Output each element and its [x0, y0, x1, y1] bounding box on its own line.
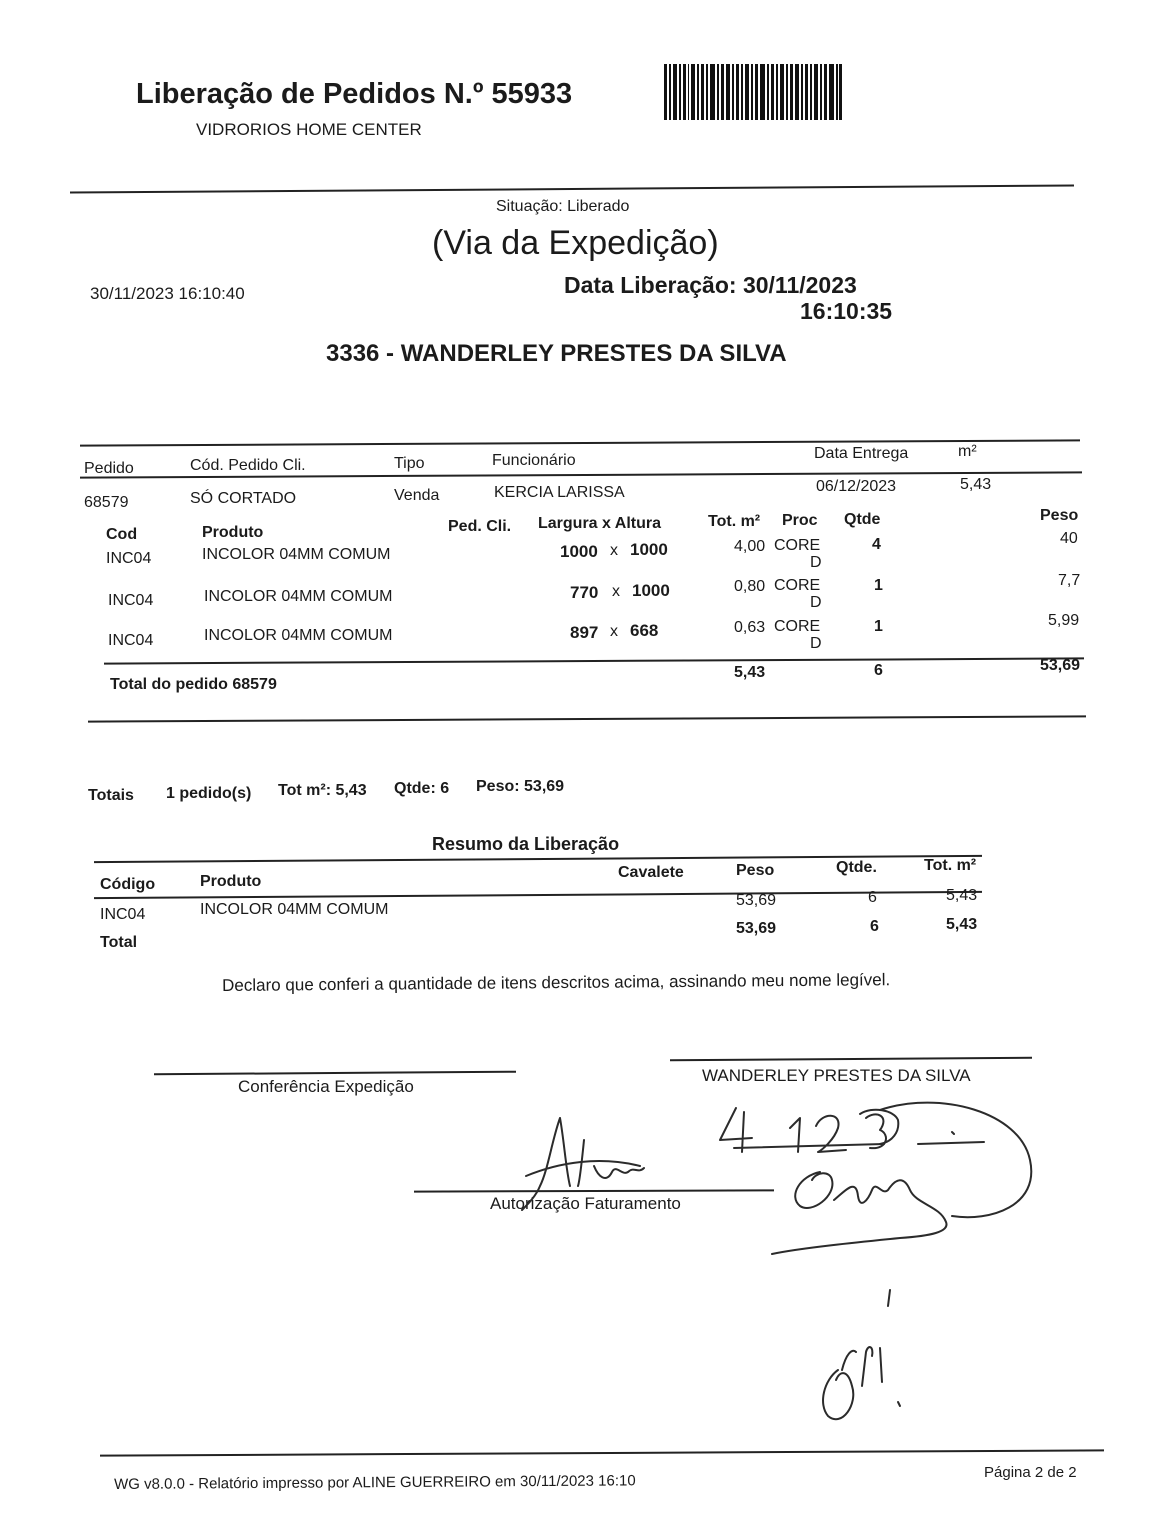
col-ped-cli: Ped. Cli. [448, 518, 512, 535]
item-altura: 668 [630, 621, 659, 640]
tipo-value: Venda [394, 487, 440, 504]
item-altura: 1000 [630, 540, 668, 559]
order-total-label: Total do pedido 68579 [110, 676, 277, 693]
printed-timestamp: 30/11/2023 16:10:40 [90, 284, 245, 303]
col-largura-altura: Largura x Altura [538, 515, 661, 532]
item-qtde: 4 [872, 536, 881, 553]
item-x: x [612, 583, 620, 600]
item-peso: 40 [1060, 530, 1078, 547]
item-peso: 5,99 [1048, 612, 1080, 629]
funcionario-value: KERCIA LARISSA [494, 484, 625, 501]
resumo-col-peso: Peso [736, 862, 775, 879]
document-title: Liberação de Pedidos N.º 55933 [136, 78, 573, 110]
col-funcionario: Funcionário [492, 452, 576, 469]
signature-label-conferencia: Conferência Expedição [238, 1077, 414, 1096]
resumo-col-codigo: Código [100, 876, 156, 893]
col-m2: m² [958, 443, 977, 460]
order-total-peso: 53,69 [1040, 657, 1081, 674]
item-proc-cont: D [810, 594, 822, 611]
footer-report: WG v8.0.0 - Relatório impresso por ALINE GUERREIRO em 30/11/2023 16:10 [114, 1472, 636, 1493]
resumo-col-tot-m2: Tot. m² [924, 857, 977, 874]
resumo-codigo: INC04 [100, 906, 146, 923]
item-largura: 770 [570, 583, 599, 602]
resumo-total-peso: 53,69 [736, 920, 777, 937]
item-tot-m2: 0,63 [734, 619, 766, 636]
item-proc: CORE [774, 537, 821, 554]
item-qtde: 1 [874, 577, 883, 594]
item-x: x [610, 623, 618, 640]
item-tot-m2: 0,80 [734, 578, 766, 595]
declaration-text: Declaro que conferi a quantidade de itens descritos acima, assinando meu nome legível. [222, 970, 891, 995]
col-proc: Proc [782, 512, 818, 529]
col-cod-pedido-cli: Cód. Pedido Cli. [190, 457, 306, 474]
data-liberacao-time: 16:10:35 [800, 298, 893, 324]
resumo-tot-m2: 5,43 [946, 887, 978, 904]
m2-value: 5,43 [960, 476, 992, 493]
order-total-m2: 5,43 [734, 664, 766, 681]
item-produto: INCOLOR 04MM COMUM [204, 588, 393, 605]
item-produto: INCOLOR 04MM COMUM [204, 627, 393, 644]
resumo-total-tot-m2: 5,43 [946, 916, 978, 933]
item-altura: 1000 [632, 581, 670, 600]
item-produto: INCOLOR 04MM COMUM [202, 546, 391, 563]
resumo-total-label: Total [100, 934, 138, 951]
col-tipo: Tipo [394, 455, 425, 472]
totais-pedidos: 1 pedido(s) [166, 785, 252, 802]
item-cod: INC04 [106, 550, 152, 567]
client-name: 3336 - WANDERLEY PRESTES DA SILVA [326, 340, 787, 367]
item-proc-cont: D [810, 554, 822, 571]
cod-pedido-cli-value: SÓ CORTADO [190, 490, 297, 507]
situacao-label: Situação: Liberado [496, 198, 630, 215]
via-label: (Via da Expedição) [432, 224, 719, 262]
item-proc: CORE [774, 618, 821, 635]
resumo-total-qtde: 6 [870, 918, 879, 935]
totais-peso: Peso: 53,69 [476, 778, 565, 795]
col-tot-m2: Tot. m² [708, 513, 761, 530]
resumo-qtde: 6 [868, 889, 877, 906]
resumo-produto: INCOLOR 04MM COMUM [200, 901, 389, 918]
col-cod: Cod [106, 526, 138, 543]
signature-label-autorizacao: Autorização Faturamento [490, 1194, 681, 1213]
resumo-peso: 53,69 [736, 892, 777, 909]
totais-qtde: Qtde: 6 [394, 780, 450, 797]
resumo-col-produto: Produto [200, 873, 262, 890]
footer-page: Página 2 de 2 [984, 1464, 1077, 1481]
item-proc-cont: D [810, 635, 822, 652]
company-name: VIDRORIOS HOME CENTER [196, 120, 422, 139]
col-data-entrega: Data Entrega [814, 445, 909, 462]
totais-label: Totais [88, 787, 134, 804]
totais-tot-m2: Tot m²: 5,43 [278, 782, 367, 799]
item-tot-m2: 4,00 [734, 538, 766, 555]
pedido-number: 68579 [84, 494, 129, 511]
item-proc: CORE [774, 577, 821, 594]
item-x: x [610, 542, 618, 559]
col-pedido: Pedido [84, 460, 134, 477]
item-peso: 7,7 [1058, 572, 1081, 589]
item-qtde: 1 [874, 618, 883, 635]
item-largura: 897 [570, 623, 599, 642]
resumo-title: Resumo da Liberação [432, 834, 620, 854]
resumo-col-qtde: Qtde. [836, 859, 877, 876]
data-liberacao-date: Data Liberação: 30/11/2023 [564, 272, 857, 298]
signature-label-client: WANDERLEY PRESTES DA SILVA [702, 1066, 971, 1085]
data-entrega-value: 06/12/2023 [816, 478, 897, 495]
item-largura: 1000 [560, 542, 598, 561]
item-cod: INC04 [108, 632, 154, 649]
col-peso: Peso [1040, 507, 1079, 524]
col-qtde: Qtde [844, 511, 881, 528]
item-cod: INC04 [108, 592, 154, 609]
order-total-qtde: 6 [874, 662, 883, 679]
col-produto: Produto [202, 524, 264, 541]
resumo-col-cavalete: Cavalete [618, 864, 684, 881]
